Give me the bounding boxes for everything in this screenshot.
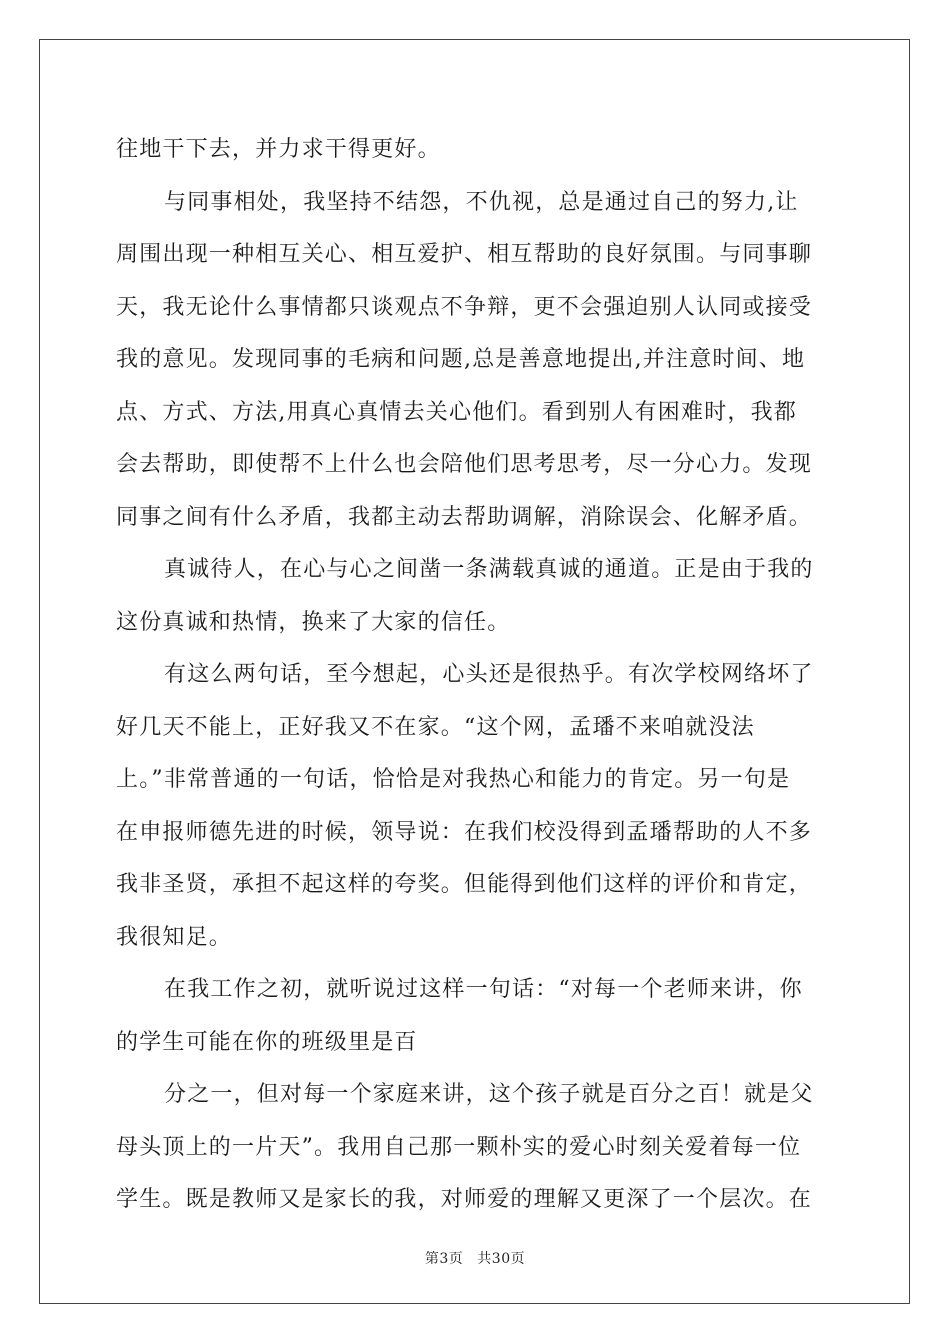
text-line: 点、方式、方法,用真心真情去关心他们。看到别人有困难时，我都 — [116, 399, 797, 425]
page-total: 共30页 — [477, 1251, 526, 1267]
text-line: 有这么两句话，至今想起，心头还是很热乎。有次学校网络坏了 — [164, 662, 814, 687]
text-line: 我很知足。 — [116, 924, 233, 950]
text-line: 天，我无论什么事情都只谈观点不争辩，更不会强迫别人认同或接受 — [116, 294, 813, 320]
text-line: 真诚待人，在心与心之间凿一条满载真诚的通道。正是由于我的 — [164, 557, 814, 582]
text-line: 同事之间有什么矛盾，我都主动去帮助调解，消除误会、化解矛盾。 — [116, 504, 813, 530]
text-line: 学生。既是教师又是家长的我，对师爱的理解又更深了一个层次。在 — [116, 1187, 813, 1212]
text-line: 往地干下去，并力求干得更好。 — [116, 137, 441, 162]
text-line: 我非圣贤，承担不起这样的夸奖。但能得到他们这样的评价和肯定， — [116, 872, 813, 897]
text-line: 的学生可能在你的班级里是百 — [116, 1029, 418, 1055]
document-body — [116, 124, 836, 1227]
text-line: 在申报师德先进的时候，领导说：在我们校没得到孟璠帮助的人不多 — [116, 819, 813, 845]
text-line: 我的意见。发现同事的毛病和问题,总是善意地提出,并注意时间、地 — [116, 347, 806, 372]
page-footer — [0, 1248, 950, 1268]
text-line: 会去帮助，即使帮不上什么也会陪他们思考思考，尽一分心力。发现 — [116, 452, 813, 477]
text-line: 好几天不能上，正好我又不在家。“这个网，孟璠不来咱就没法 — [116, 714, 755, 740]
page-number: 第3页 — [424, 1251, 464, 1267]
text-line: 在我工作之初，就听说过这样一句话：“对每一个老师来讲，你 — [164, 977, 803, 1002]
text-line: 上。”非常普通的一句话，恰恰是对我热心和能力的肯定。另一句是 — [116, 767, 791, 792]
text-line: 分之一，但对每一个家庭来讲，这个孩子就是百分之百！就是父 — [164, 1082, 814, 1107]
text-line: 母头顶上的一片天”。我用自己那一颗朴实的爱心时刻关爱着每一位 — [116, 1134, 802, 1160]
text-line: 与同事相处，我坚持不结怨，不仇视，总是通过自己的努力,让 — [164, 189, 799, 215]
text-line: 周围出现一种相互关心、相互爱护、相互帮助的良好氛围。与同事聊 — [116, 242, 813, 267]
text-line: 这份真诚和热情，换来了大家的信任。 — [116, 609, 511, 635]
